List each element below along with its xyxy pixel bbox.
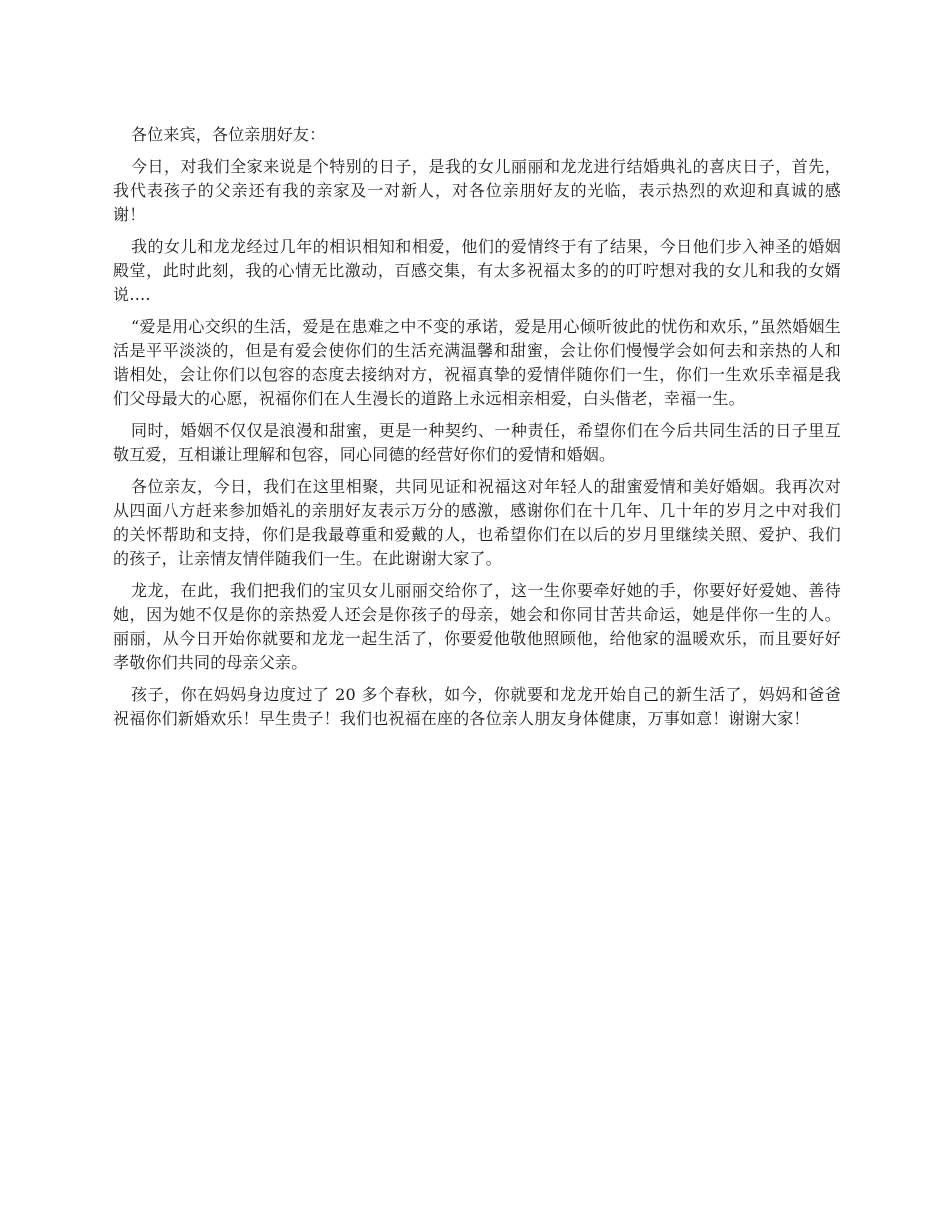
paragraph-closing-blessing: 孩子，你在妈妈身边度过了 20 多个春秋，如今，你就要和龙龙开始自己的新生活了，妈妈和爸爸祝福你们新婚欢乐！早生贵子！我们也祝福在座的各位亲人朋友身体健康，万事如意！谢谢大家！ xyxy=(113,685,841,728)
paragraph-to-groom-bride: 龙龙，在此，我们把我们的宝贝女儿丽丽交给你了，这一生你要牵好她的手，你要好好爱她、善待她，因为她不仅是你的亲热爱人还会是你孩子的母亲，她会和你同甘苦共命运，她是伴你一生的人。丽丽，从今日开始你就要和龙龙一起生活了，你要爱他敬他照顾他，给他家的温暖欢乐，而且要好好孝敬你们共同的母亲父亲。 xyxy=(113,581,841,672)
paragraph-welcome: 今日，对我们全家来说是个特别的日子，是我的女儿丽丽和龙龙进行结婚典礼的喜庆日子，首先，我代表孩子的父亲还有我的亲家及一对新人，对各位亲朋好友的光临，表示热烈的欢迎和真诚的感谢！ xyxy=(113,157,841,224)
speech-body xyxy=(113,123,841,739)
paragraph-thanks-guests: 各位亲友，今日，我们在这里相聚，共同见证和祝福这对年轻人的甜蜜爱情和美好婚姻。我再次对从四面八方赶来参加婚礼的亲朋好友表示万分的感激，感谢你们在十几年、几十年的岁月之中对我们的关怀帮助和支持，你们是我最尊重和爱戴的人，也希望你们在以后的岁月里继续关照、爱护、我们的孩子，让亲情友情伴随我们一生。在此谢谢大家了。 xyxy=(113,477,841,568)
paragraph-love-quote: “爱是用心交织的生活，爱是在患难之中不变的承诺，爱是用心倾听彼此的忧伤和欢乐，”虽然婚姻生活是平平淡淡的，但是有爱会使你们的生活充满温馨和甜蜜，会让你们慢慢学会如何去和亲热的人和谐相处，会让你们以包容的态度去接纳对方，祝福真挚的爱情伴随你们一生，你们一生欢乐幸福是我们父母最大的心愿，祝福你们在人生漫长的道路上永远相亲相爱，白头偕老，幸福一生。 xyxy=(113,317,841,408)
paragraph-responsibility: 同时，婚姻不仅仅是浪漫和甜蜜，更是一种契约、一种责任，希望你们在今后共同生活的日子里互敬互爱，互相谦让理解和包容，同心同德的经营好你们的爱情和婚姻。 xyxy=(113,421,841,464)
greeting-line: 各位来宾，各位亲朋好友： xyxy=(131,125,326,144)
paragraph-love-story: 我的女儿和龙龙经过几年的相识相知和相爱，他们的爱情终于有了结果，今日他们步入神圣的婚姻殿堂，此时此刻，我的心情无比激动，百感交集，有太多祝福太多的的叮咛想对我的女儿和我的女婿说…. xyxy=(113,237,841,304)
